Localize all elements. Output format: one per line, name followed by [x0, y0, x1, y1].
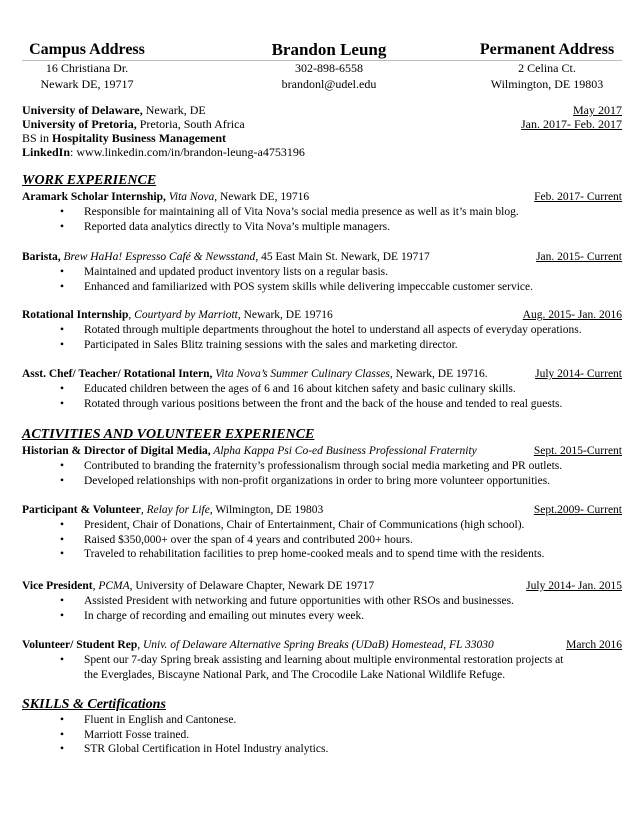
permanent-address-title: Permanent Address	[479, 41, 615, 58]
list-item	[22, 459, 622, 474]
section-heading-skills: SKILLS & Certifications	[22, 697, 166, 712]
list-item	[22, 323, 622, 338]
list-item	[22, 533, 622, 548]
candidate-name: Brandon Leung	[271, 40, 387, 59]
bullet-text: Spent our 7-day Spring break assisting and learning about multiple environmental restoration projects at	[84, 654, 564, 666]
activity-title: Vice President	[22, 580, 93, 592]
job-location: , 45 East Main St. Newark, DE 19717	[255, 251, 430, 263]
job-org: , Courtyard by Marriott	[128, 309, 238, 321]
header-divider	[22, 60, 622, 61]
activity-date: Sept. 2015-Current	[533, 445, 622, 457]
education-pretoria	[22, 117, 622, 131]
bullet-icon: •	[60, 728, 65, 741]
skill-text: STR Global Certification in Hotel Industry analytics.	[84, 743, 329, 755]
activity-date: July 2014- Jan. 2015	[526, 580, 622, 592]
bullet-icon: •	[60, 397, 65, 410]
list-item	[22, 397, 622, 412]
activity-title: Participant & Volunteer	[22, 504, 141, 516]
bullet-text: Assisted President with networking and future opportunities with other RSOs and businesses.	[84, 595, 514, 607]
bullet-text: Enhanced and familiarized with POS system skills while delivering impeccable customer service.	[84, 280, 534, 293]
udel-date: May 2017	[573, 103, 622, 117]
pretoria-location: Pretoria, South Africa	[136, 117, 245, 131]
bullet-text: President, Chair of Donations, Chair of Entertainment, Chair of Communications (high school).	[84, 519, 525, 531]
bullet-icon: •	[60, 654, 65, 666]
bullet-icon: •	[60, 266, 65, 278]
activity-entry-relay	[22, 503, 622, 517]
activity-org: , PCMA	[92, 580, 130, 592]
linkedin-url[interactable]: : www.linkedin.com/in/brandon-leung-a4753196	[70, 145, 305, 159]
job-date: Feb. 2017- Current	[534, 191, 622, 203]
bullet-icon: •	[60, 519, 65, 531]
bullet-text: Rotated through various positions between the front and the back of the house and tended to real guests.	[84, 397, 563, 410]
permanent-address-line2: Wilmington, DE 19803	[490, 77, 604, 91]
job-location: , Newark DE, 19716	[214, 191, 310, 203]
bullet-icon: •	[60, 324, 65, 336]
bullet-icon: •	[60, 595, 65, 607]
bullet-icon: •	[60, 338, 65, 351]
job-location: , Newark, DE 19716	[237, 309, 333, 321]
job-title: Rotational Internship	[22, 309, 129, 321]
job-org: Brew HaHa! Espresso Café & Newsstand	[60, 251, 256, 263]
list-item	[22, 474, 622, 489]
education-udel	[22, 103, 622, 117]
campus-address	[22, 40, 152, 92]
work-bullets-aramark	[22, 205, 622, 234]
bullet-text: Raised $350,000+ over the span of 4 years and contributed 200+ hours.	[84, 533, 413, 546]
list-item	[22, 728, 622, 743]
bullet-text: Developed relationships with non-profit organizations in order to bring more volunteer opportunities.	[84, 474, 551, 487]
bullet-icon: •	[60, 280, 65, 293]
campus-address-line1: 16 Christiana Dr.	[45, 61, 129, 75]
work-bullets-courtyard	[22, 323, 622, 352]
skill-text: Fluent in English and Cantonese.	[84, 714, 237, 726]
pretoria-date: Jan. 2017- Feb. 2017	[521, 117, 622, 131]
job-org: Vita Nova’s Summer Culinary Classes	[212, 368, 390, 380]
activity-bullets-udab	[22, 653, 622, 682]
list-item	[22, 594, 622, 609]
email-address[interactable]: brandonl@udel.edu	[281, 77, 377, 91]
work-entry-courtyard	[22, 308, 622, 322]
list-item	[22, 609, 622, 624]
list-item	[22, 382, 622, 397]
bullet-text: Maintained and updated product inventory lists on a regular basis.	[84, 266, 389, 278]
bullet-text-continued: the Everglades, Biscayne National Park, and The Crocodile Lake National Wildlife Refuge.	[84, 668, 506, 681]
contact-block	[254, 40, 404, 92]
job-title: Asst. Chef/ Teacher/ Rotational Intern,	[22, 368, 213, 380]
section-heading-work: WORK EXPERIENCE	[22, 173, 157, 188]
list-item	[22, 713, 622, 728]
degree-major: Hospitality Business Management	[52, 131, 227, 145]
list-item	[22, 265, 622, 280]
job-date: July 2014- Current	[535, 368, 622, 380]
activity-bullets-relay	[22, 518, 622, 562]
work-entry-aramark	[22, 190, 622, 204]
bullet-icon: •	[60, 714, 65, 726]
bullet-text: Educated children between the ages of 6 and 16 about kitchen safety and basic culinary skills.	[84, 383, 516, 395]
activity-bullets-pcma	[22, 594, 622, 623]
list-item	[22, 205, 622, 220]
permanent-address-line1: 2 Celina Ct.	[518, 61, 576, 75]
skill-text: Marriott Fosse trained.	[84, 728, 190, 741]
job-title: Aramark Scholar Internship,	[22, 191, 166, 203]
activity-org: , Univ. of Delaware Alternative Spring Breaks (UDaB) Homestead, FL 33030	[137, 639, 494, 651]
bullet-icon: •	[60, 220, 65, 233]
activity-bullets-akpsi	[22, 459, 622, 488]
udel-name: University of Delaware,	[22, 103, 143, 117]
activity-entry-akpsi	[22, 444, 622, 458]
activity-location: , University of Delaware Chapter, Newark DE 19717	[129, 580, 375, 592]
work-entry-vita-nova-chef	[22, 367, 622, 381]
job-date: Aug. 2015- Jan. 2016	[522, 309, 622, 321]
linkedin-line	[22, 145, 622, 159]
section-heading-activities: ACTIVITIES AND VOLUNTEER EXPERIENCE	[22, 427, 315, 442]
phone-number: 302-898-6558	[295, 61, 363, 75]
bullet-text: Reported data analytics directly to Vita Nova’s multiple managers.	[84, 220, 390, 233]
job-title: Barista,	[22, 251, 61, 263]
list-item	[22, 518, 622, 533]
bullet-text: Contributed to branding the fraternity’s professionalism through social media marketing and PR outlets.	[84, 460, 563, 472]
list-item	[22, 280, 622, 295]
permanent-address	[472, 40, 622, 92]
work-bullets-vita-nova-chef	[22, 382, 622, 411]
campus-address-line2: Newark DE, 19717	[40, 77, 134, 91]
list-item	[22, 220, 622, 235]
job-location: , Newark, DE 19716.	[389, 368, 488, 380]
work-entry-barista	[22, 250, 622, 264]
work-bullets-barista	[22, 265, 622, 294]
degree-prefix: BS in	[22, 131, 53, 145]
bullet-text: Traveled to rehabilitation facilities to prep home-cooked meals and to spend time with the residents.	[84, 548, 545, 560]
bullet-text: In charge of recording and emailing out minutes every week.	[84, 609, 365, 622]
bullet-icon: •	[60, 609, 65, 622]
udel-location: Newark, DE	[142, 103, 206, 117]
activity-location: , Wilmington, DE 19803	[209, 504, 324, 516]
bullet-icon: •	[60, 474, 65, 487]
list-item	[22, 668, 622, 683]
bullet-icon: •	[60, 460, 65, 472]
resume-header	[22, 40, 622, 96]
bullet-text: Responsible for maintaining all of Vita Nova’s social media presence as well as it’s main blog.	[84, 206, 519, 218]
job-org: Vita Nova	[165, 191, 215, 203]
list-item	[22, 653, 622, 668]
activity-entry-udab	[22, 638, 622, 652]
activity-entry-pcma	[22, 579, 622, 593]
activity-date: March 2016	[566, 639, 622, 651]
job-date: Jan. 2015- Current	[536, 251, 622, 263]
degree-line	[22, 131, 622, 145]
pretoria-name: University of Pretoria,	[22, 117, 137, 131]
bullet-text: Rotated through multiple departments throughout the hotel to understand all aspects of everyday operations.	[84, 324, 582, 336]
activity-title: Volunteer/ Student Rep	[22, 639, 138, 651]
activity-org: , Relay for Life	[140, 504, 210, 516]
activity-date: Sept.2009- Current	[533, 504, 622, 516]
activity-title: Historian & Director of Digital Media,	[22, 445, 211, 457]
bullet-icon: •	[60, 383, 65, 395]
skills-list	[22, 713, 622, 757]
list-item	[22, 338, 622, 353]
bullet-text: Participated in Sales Blitz training sessions with the sales and marketing director.	[84, 338, 458, 351]
list-item	[22, 742, 622, 757]
bullet-icon: •	[60, 743, 65, 755]
campus-address-title: Campus Address	[29, 41, 145, 58]
bullet-icon: •	[60, 548, 65, 560]
linkedin-label: LinkedIn	[22, 145, 71, 159]
list-item	[22, 547, 622, 562]
bullet-icon: •	[60, 533, 65, 546]
bullet-icon: •	[60, 206, 65, 218]
activity-org: Alpha Kappa Psi Co-ed Business Professional Fraternity	[210, 445, 477, 457]
